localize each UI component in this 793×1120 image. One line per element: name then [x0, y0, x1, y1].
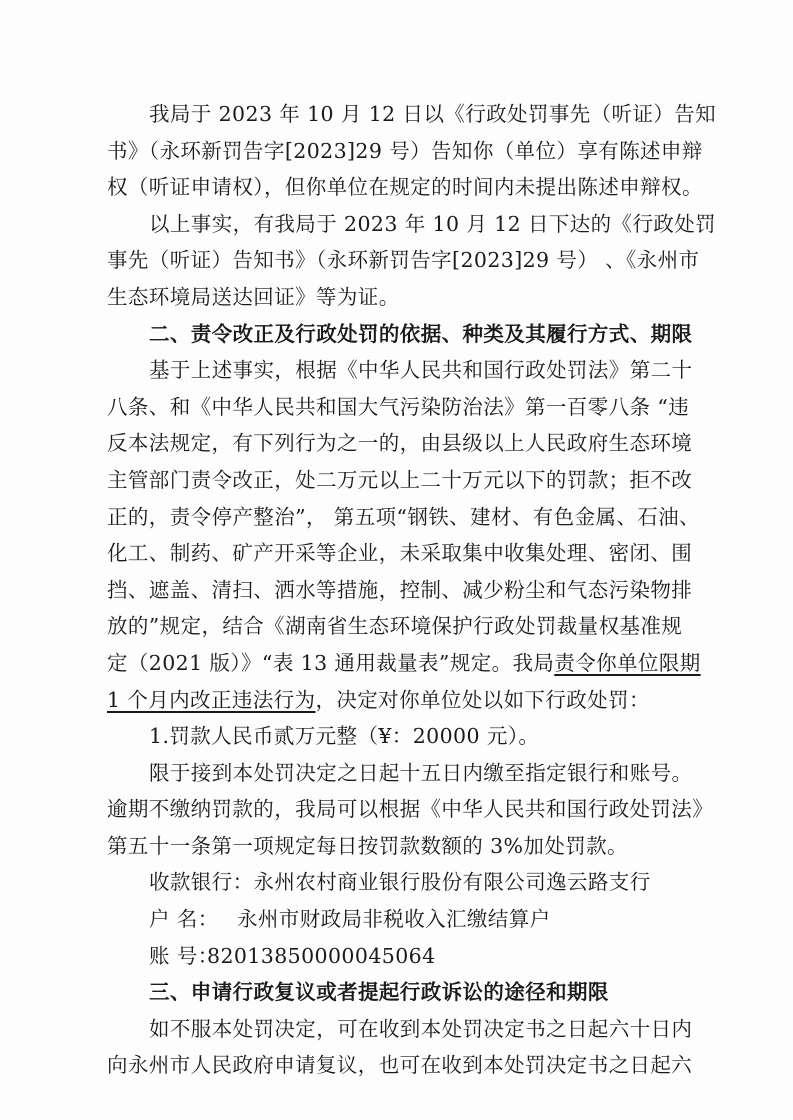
paragraph-line: 第五十一条第一项规定每日按罚款数额的 3%加处罚款。: [107, 833, 628, 858]
document-body: [107, 96, 717, 1084]
paragraph-line: 事先（听证）告知书》（永环新罚告字[2023]29 号） 、《永州市: [107, 248, 700, 273]
paragraph-line: 以上事实，有我局于 2023 年 10 月 12 日下达的《行政处罚: [149, 211, 717, 236]
underlined-order-text: 1 个月内改正违法行为: [107, 687, 316, 712]
bank-name-line: 收款银行：永州农村商业银行股份有限公司逸云路支行: [149, 870, 651, 895]
section-heading-2: 二、责令改正及行政处罚的依据、种类及其履行方式、期限: [149, 321, 693, 346]
paragraph-line: 权（听证申请权），但你单位在规定的时间内未提出陈述申辩权。: [107, 175, 703, 200]
paragraph-line: 主管部门责令改正，处二万元以上二十万元以下的罚款；拒不改: [107, 467, 693, 492]
account-number-line: [107, 938, 697, 975]
paragraph-line: 正的，责令停产整治”， 第五项“钢铁、建材、有色金属、石油、: [107, 504, 700, 529]
account-name-line: [107, 901, 697, 938]
paragraph-line: [107, 682, 697, 719]
paragraph-line: 放的”规定，结合《湖南省生态环境保护行政处罚裁量权基准规: [107, 614, 683, 639]
paragraph-line: 向永州市人民政府申请复议，也可在收到本处罚决定书之日起六: [107, 1053, 693, 1078]
paragraph-line: 生态环境局送达回证》等为证。: [107, 284, 400, 309]
paragraph-line: 我局于 2023 年 10 月 12 日以《行政处罚事先（听证）告知: [149, 102, 717, 126]
paragraph-line: 如不服本处罚决定，可在收到本处罚决定书之日起六十日内: [149, 1016, 693, 1041]
paragraph-line: 基于上述事实，根据《中华人民共和国行政处罚法》第二十: [149, 358, 693, 383]
paragraph-line: [107, 645, 701, 682]
paragraph-line: 反本法规定，有下列行为之一的，由县级以上人民政府生态环境: [107, 431, 693, 456]
line-text: 定（2021 版）》“表 13 通用裁量表”规定。我局: [107, 650, 555, 675]
section-heading-3: 三、申请行政复议或者提起行政诉讼的途径和期限: [149, 980, 609, 1005]
account-name-value: 永州市财政局非税收入汇缴结算户: [237, 907, 551, 932]
paragraph-line: 八条、和《中华人民共和国大气污染防治法》第一百零八条 “违: [107, 394, 690, 419]
paragraph-line: 化工、制药、矿产开采等企业，未采取集中收集处理、密闭、围: [107, 541, 693, 566]
paragraph-line: 逾期不缴纳罚款的，我局可以根据《中华人民共和国行政处罚法》: [107, 797, 714, 822]
line-text: ，决定对你单位处以如下行政处罚：: [315, 687, 650, 712]
account-number-label: 账 号：: [149, 943, 219, 968]
paragraph-line: 挡、遮盖、清扫、洒水等措施，控制、减少粉尘和气态污染物排: [107, 577, 693, 602]
underlined-order-text: 责令你单位限期: [554, 650, 701, 675]
paragraph-line: 限于接到本处罚决定之日起十五日内缴至指定银行和账号。: [149, 760, 693, 785]
penalty-item: 1.罚款人民币贰万元整（¥：20000 元）。: [149, 724, 540, 749]
account-number-value: 82013850000045064: [207, 943, 436, 968]
paragraph-line: 书》（永环新罚告字[2023]29 号）告知你（单位）享有陈述申辩: [107, 138, 703, 163]
account-name-label: 户 名：: [149, 907, 219, 932]
